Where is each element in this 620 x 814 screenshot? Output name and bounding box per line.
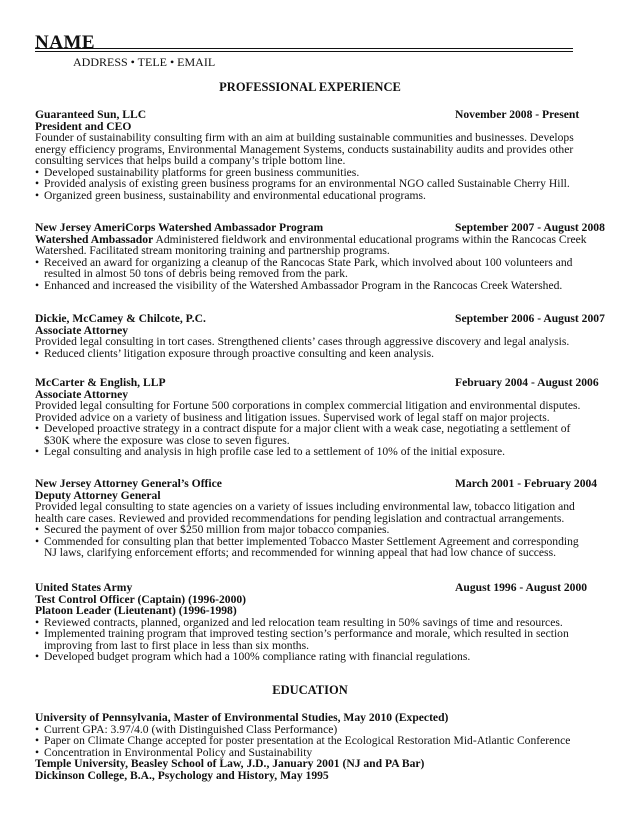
job-title: Associate Attorney [35,323,129,337]
education-heading: EDUCATION [272,683,348,697]
bullet-item: • Enhanced and increased the visibility of the Watershed Ambassador Program in the Rancocas Creek Watershed. [35,280,583,292]
resume-name: NAME [35,32,96,53]
bullet-item: • Concentration in Environmental Policy and Sustainability [35,747,583,759]
bullet-item: • Secured the payment of over $250 million from major tobacco companies. [35,524,583,536]
job-description: Provided advice on a variety of business and litigation issues. Supervised work of legal staff on major projects. [35,410,550,424]
job-description: energy efficiency programs, Environmental Management Systems, conducts sustainability audits and provides other [35,142,574,156]
job-description: Provided legal consulting in tort cases. Strengthened clients’ cases through aggressive discovery and legal analysis. [35,335,570,348]
bullet-item: • Developed sustainability platforms for green business communities. [35,167,583,179]
bullet-item: • Developed budget program which had a 100% compliance rating with financial regulations. [35,651,583,663]
job-title-secondary: Platoon Leader (Lieutenant) (1996-1998) [35,604,237,617]
job-dates: February 2004 - August 2006 [455,376,599,389]
education-entry: University of Pennsylvania, Master of Environmental Studies, May 2010 (Expected) [35,711,449,724]
bullet-item: • Reduced clients’ litigation exposure through proactive consulting and keen analysis. [35,348,583,360]
education-list [35,712,583,781]
job-description: Provided legal consulting for Fortune 500 corporations in complex commercial litigation and environmental disputes. [35,399,581,412]
bullet-item: • Organized green business, sustainability and environmental educational programs. [35,190,583,202]
job-dates: November 2008 - Present [455,108,580,121]
bullet-continuation: improving from last to first place in less than six months. [44,638,310,652]
bullet-continuation: NJ laws, clarifying enforcement efforts; and recommended for winning appeal that had low chance of success. [44,546,556,559]
experience-heading: PROFESSIONAL EXPERIENCE [219,80,401,94]
job-title: Associate Attorney [35,387,129,401]
job-dates: March 2001 - February 2004 [455,477,598,490]
contact-line: ADDRESS • TELE • EMAIL [73,55,216,69]
job-description: health care cases. Reviewed and provided recommendations for pending legislation and contractual arrangements. [35,511,565,525]
header-rule [35,48,573,49]
bullet-item: • Received an award for organizing a cleanup of the Rancocas State Park, which involved about 100 volunteers and [35,257,583,269]
job-dates: August 1996 - August 2000 [455,581,588,594]
job-description: Founder of sustainability consulting firm with an aim at building sustainable communities and businesses. Develops [35,131,574,144]
bullet-item: • Commended for consulting plan that better implemented Tobacco Master Settlement Agreement and corresponding [35,536,583,548]
job-entry [35,376,599,458]
job-dates: September 2006 - August 2007 [455,312,605,325]
bullet-item: • Reviewed contracts, planned, organized and led relocation team resulting in 50% savings of time and resources. [35,617,583,629]
job-description: Administered fieldwork and environmental educational programs within the Rancocas Creek [153,232,587,246]
bullet-item: • Current GPA: 3.97/4.0 (with Distinguished Class Performance) [35,724,583,736]
job-entry [35,312,605,360]
job-entry [35,581,588,663]
company-name: United States Army [35,581,133,594]
job-entry [35,109,583,201]
job-dates: September 2007 - August 2008 [455,221,605,234]
company-name: Dickie, McCamey & Chilcote, P.C. [35,312,206,325]
job-title: Test Control Officer (Captain) (1996-2000) [35,592,247,606]
header-rule-thin [35,51,573,52]
job-title: Deputy Attorney General [35,488,161,502]
job-title: President and CEO [35,119,132,133]
education-entry: Dickinson College, B.A., Psychology and History, May 1995 [35,768,329,782]
bullet-item: • Provided analysis of existing green business programs for an environmental NGO called Sustainable Cherry Hill. [35,178,583,190]
bullet-continuation: resulted in almost 50 tons of debris being removed from the park. [44,267,348,280]
bullet-item: • Developed proactive strategy in a contract dispute for a major client with a weak case, negotiating a settlement of [35,423,583,435]
job-description: consulting services that helps build a company’s triple bottom line. [35,154,346,167]
company-name: New Jersey Attorney General’s Office [35,477,222,490]
company-name: McCarter & English, LLP [35,376,166,389]
education-entry: Temple University, Beasley School of Law, J.D., January 2001 (NJ and PA Bar) [35,757,425,770]
job-title: Watershed Ambassador [35,232,154,246]
job-description: Watershed. Facilitated stream monitoring training and partnership programs. [35,244,390,257]
job-entry [35,221,605,292]
company-name: Guaranteed Sun, LLC [35,108,147,121]
bullet-continuation: $30K where the exposure was close to seven figures. [44,433,290,447]
bullet-item: • Implemented training program that improved testing section’s performance and morale, which resulted in section [35,628,583,640]
job-description: Provided legal consulting to state agencies on a variety of issues including environmental law, tobacco litigation and [35,500,575,513]
job-entry [35,477,598,559]
bullet-item: • Paper on Climate Change accepted for poster presentation at the Ecological Restoration Mid-Atlantic Conference [35,735,583,747]
company-name: New Jersey AmeriCorps Watershed Ambassador Program [35,221,324,234]
bullet-item: • Legal consulting and analysis in high profile case led to a settlement of 10% of the initial exposure. [35,446,583,458]
